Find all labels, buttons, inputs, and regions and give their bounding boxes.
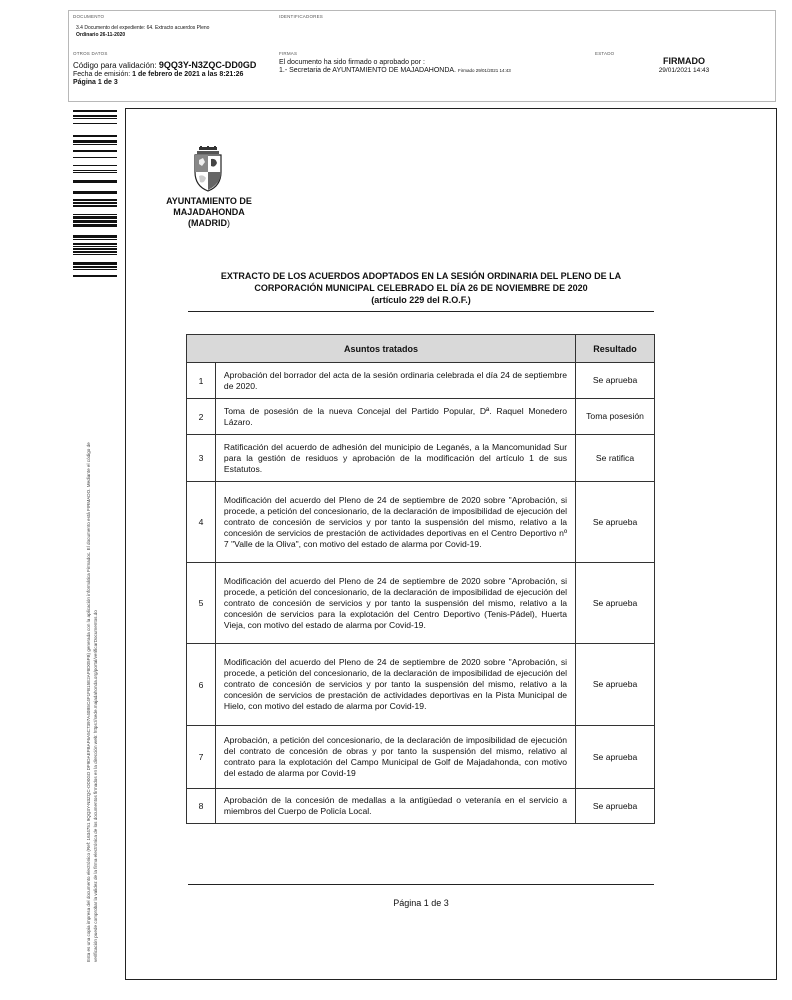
municipality-line2: MAJADAHONDA <box>173 207 245 217</box>
firmas-caption: FIRMAS <box>279 51 298 56</box>
footer-divider <box>188 884 654 885</box>
row-number: 6 <box>187 644 216 726</box>
row-description: Toma de posesión de la nueva Concejal del Partido Popular, Dª. Raquel Monedero Lázaro. <box>215 399 575 435</box>
estado-date: 29/01/2021 14:43 <box>658 67 710 74</box>
identificadores-cell <box>275 11 777 45</box>
row-result: Se aprueba <box>576 726 655 789</box>
header-asuntos: Asuntos tratados <box>187 335 576 363</box>
table-row <box>187 726 655 789</box>
table-row <box>187 789 655 824</box>
table-row <box>187 399 655 435</box>
municipality-name <box>150 196 268 229</box>
coat-of-arms-icon <box>190 146 226 192</box>
title-line3: (artículo 229 del R.O.F.) <box>371 295 471 305</box>
identificadores-caption: IDENTIFICADORES <box>279 14 324 19</box>
codigo-value[interactable]: 9QQ3Y-N3ZQC-DD0GD <box>158 60 257 70</box>
header-page: Página 1 de 3 <box>73 79 118 86</box>
estado-caption: ESTADO <box>595 51 615 56</box>
row-description: Ratificación del acuerdo de adhesión del municipio de Leganés, a la Mancomunidad Sur para la gestión de residuos y aprobación de la modificación del artículo 1 de sus Estatutos. <box>215 435 575 482</box>
municipality-line3: (MADRID <box>188 218 227 228</box>
row-description: Modificación del acuerdo del Pleno de 24 de septiembre de 2020 sobre "Aprobación, si procede, a petición del concesionario, de la declaración de imposibilidad de ejecución del contrato de concesión de servicios y por tanto la suspensión del mismo, relativo a la concesión de servicios para la explotación del Centro Deportivo (Tenis-Pádel), Huerta Vieja, con motivo del estado de alarma por Covid-19. <box>215 563 575 644</box>
municipality-line1: AYUNTAMIENTO DE <box>166 196 252 206</box>
fecha-value: 1 de febrero de 2021 a las 8:21:26 <box>132 71 244 78</box>
table-row <box>187 435 655 482</box>
row-result: Se aprueba <box>576 363 655 399</box>
row-description: Aprobación del borrador del acta de la sesión ordinaria celebrada el día 24 de septiembre de 2020. <box>215 363 575 399</box>
documento-cell <box>69 11 275 45</box>
barcode-icon <box>73 110 117 278</box>
row-number: 2 <box>187 399 216 435</box>
side-verification-text <box>86 282 99 962</box>
fecha-label: Fecha de emisión: <box>73 71 131 78</box>
document-title <box>188 270 654 306</box>
footer-page-number: Página 1 de 3 <box>393 898 449 908</box>
header-resultado: Resultado <box>576 335 655 363</box>
codigo-label: Código para validación: <box>73 61 157 70</box>
firmas-line1: El documento ha sido firmado o aprobado por : <box>279 59 425 66</box>
otros-datos-cell <box>69 45 275 103</box>
title-divider <box>188 311 654 312</box>
side-line2[interactable]: verificación puede comprobar la validez de la firma electrónica de los documentos firmados en la dirección web: https://sede.majadahonda.org/portal/verificarDocumentos.do <box>92 610 98 962</box>
document-header <box>68 10 776 102</box>
row-description: Aprobación, a petición del concesionario, de la declaración de imposibilidad de ejecución del contrato de concesión de obras y por tanto la suspensión del mismo, relativo al contrato para la explotación del Campo Municipal de Golf de Majadahonda, con motivo del estado de alarma por Covid-19 <box>215 726 575 789</box>
row-result: Se aprueba <box>576 482 655 563</box>
row-result: Se aprueba <box>576 789 655 824</box>
documento-caption: DOCUMENTO <box>73 14 105 19</box>
row-description: Modificación del acuerdo del Pleno de 24 de septiembre de 2020 sobre "Aprobación, si procede, a petición del concesionario, de la declaración de imposibilidad de ejecución del contrato de concesión de servicios y por tanto la suspensión del mismo, relativo a la concesión de servicios de prestación de actividades deportivas en el Centro Deportivo nº 7 "Valle de la Oliva", con motivo del estado de alarma por Covid-19. <box>215 482 575 563</box>
row-number: 7 <box>187 726 216 789</box>
table-row <box>187 563 655 644</box>
row-number: 4 <box>187 482 216 563</box>
row-result: Se ratifica <box>576 435 655 482</box>
firmas-line2: 1.- Secretaria de AYUNTAMIENTO DE MAJADAHONDA. <box>279 67 456 74</box>
agenda-table <box>186 334 655 824</box>
title-line2: CORPORACIÓN MUNICIPAL CELEBRADO EL DÍA 26 DE NOVIEMBRE DE 2020 <box>254 283 588 293</box>
side-line1: Esta es una copia impresa del documento electrónico (Ref: 1634751 9QQ3Y-N3ZQC-DD0GD DF9DAEFBAF6A5C7397A40B5C4F1FB15E2AF8D05FB) generada con la aplicación informática Firmadoc. El documento está FIRMADO. Mediante el código de <box>86 442 91 962</box>
table-header-row <box>187 335 655 363</box>
firmas-date: Firmado 29/01/2021 14:43 <box>457 68 511 73</box>
row-result: Se aprueba <box>576 563 655 644</box>
title-line1: EXTRACTO DE LOS ACUERDOS ADOPTADOS EN LA SESIÓN ORDINARIA DEL PLENO DE LA <box>220 271 622 281</box>
documento-line2: Ordinario 26-11-2020 <box>76 31 126 38</box>
row-result: Se aprueba <box>576 644 655 726</box>
estado-value: FIRMADO <box>663 56 705 66</box>
estado-cell <box>591 45 777 103</box>
row-result: Toma posesión <box>576 399 655 435</box>
otros-caption: OTROS DATOS <box>73 51 108 56</box>
row-number: 8 <box>187 789 216 824</box>
row-number: 5 <box>187 563 216 644</box>
documento-line1: 3.4 Documento del expediente: 64. Extracto acuerdos Pleno <box>76 25 210 31</box>
row-description: Modificación del acuerdo del Pleno de 24 de septiembre de 2020 sobre "Aprobación, si procede, a petición del concesionario, de la declaración de imposibilidad de ejecución del contrato de concesión de servicios y por tanto la suspensión del mismo, relativo a la concesión de servicios de prestación de actividades deportivas en la Pista Municipal de Hielo, con motivo del estado de alarma por Covid-19. <box>215 644 575 726</box>
table-row <box>187 363 655 399</box>
row-number: 3 <box>187 435 216 482</box>
row-description: Aprobación de la concesión de medallas a la antigüedad o veteranía en el servicio a miembros del Cuerpo de Policía Local. <box>215 789 575 824</box>
row-number: 1 <box>187 363 216 399</box>
table-row <box>187 644 655 726</box>
firmas-cell <box>275 45 591 103</box>
table-row <box>187 482 655 563</box>
municipality-line3-end: ) <box>227 218 230 228</box>
